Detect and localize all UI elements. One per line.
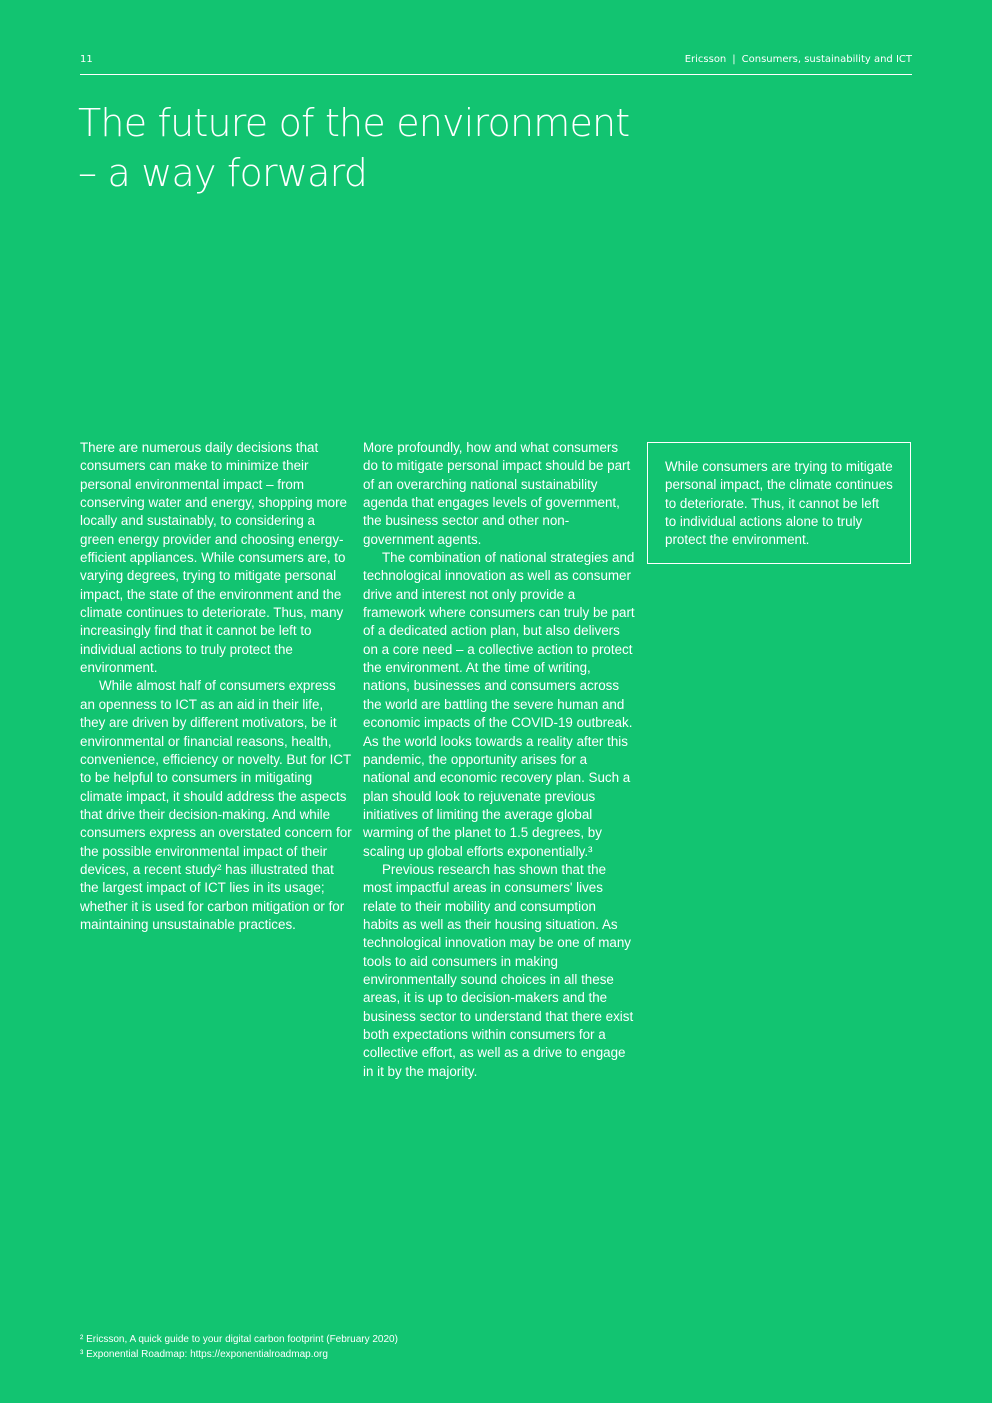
body-paragraph: While almost half of consumers express an openness to ICT as an aid in their life, they are driven by different motivators, be it environmental or financial reasons, health, convenience, efficiency or novelty. But for ICT to be helpful to consumers in mitigating climate impact, it should address the aspects that drive their decision-making. And while consumers express an overstated concern for the possible environmental impact of their devices, a recent study² has illustrated that the largest impact of ICT lies in its usage; whether it is used for carbon mitigation or for maintaining unsustainable practices. [80, 678, 352, 932]
page-number: 11 [80, 54, 93, 65]
header-report-title: Consumers, sustainability and ICT [741, 54, 912, 65]
footnote: ² Ericsson, A quick guide to your digital carbon footprint (February 2020) [80, 1334, 398, 1345]
body-paragraph: There are numerous daily decisions that consumers can make to minimize their personal environmental impact – from conserving water and energy, shopping more locally and sustainably, to considering a green energy provider and choosing energy-efficient appliances. While consumers are, to varying degrees, trying to mitigate personal impact, the state of the environment and the climate continues to deteriorate. Thus, many increasingly find that it cannot be left to individual actions to truly protect the environment. [80, 440, 347, 676]
footnote: ³ Exponential Roadmap: https://exponentialroadmap.org [80, 1349, 328, 1360]
footnotes [80, 1332, 398, 1362]
page-title-line-2: – a way forward [78, 151, 368, 195]
pull-quote-box [647, 442, 911, 564]
body-column-1 [80, 439, 352, 934]
pull-quote-text: While consumers are trying to mitigate personal impact, the climate continues to deteriorate. Thus, it cannot be left to individual actions alone to truly protect the environment. [665, 459, 893, 548]
body-paragraph: The combination of national strategies and technological innovation as well as consumer drive and interest not only provide a framework where consumers can truly be part of a dedicated action plan, but also delivers on a core need – a collective action to protect the environment. At the time of writing, nations, businesses and consumers across the world are battling the severe human and economic impacts of the COVID-19 outbreak. As the world looks towards a reality after this pandemic, the opportunity arises for a national and economic recovery plan. Such a plan should look to rejuvenate previous initiatives of limiting the average global warming of the planet to 1.5 degrees, by scaling up global efforts exponentially.³ [363, 550, 635, 859]
running-header [685, 54, 912, 65]
header-rule [80, 74, 912, 75]
body-paragraph: Previous research has shown that the most impactful areas in consumers' lives relate to their mobility and consumption habits as well as their housing situation. As technological innovation may be one of many tools to aid consumers in making environmentally sound choices in all these areas, it is up to decision-makers and the business sector to understand that there exist both expectations within consumers for a collective effort, as well as a drive to engage in it by the majority. [363, 861, 634, 1079]
body-column-2 [363, 439, 635, 1081]
header-separator: | [732, 54, 736, 65]
header-publisher: Ericsson [684, 54, 727, 65]
page-title [78, 98, 698, 198]
page-title-line-1: The future of the environment [78, 101, 630, 145]
body-paragraph: More profoundly, how and what consumers do to mitigate personal impact should be part of an overarching national sustainability agenda that engages levels of government, the business sector and other non-government agents. [363, 440, 631, 547]
